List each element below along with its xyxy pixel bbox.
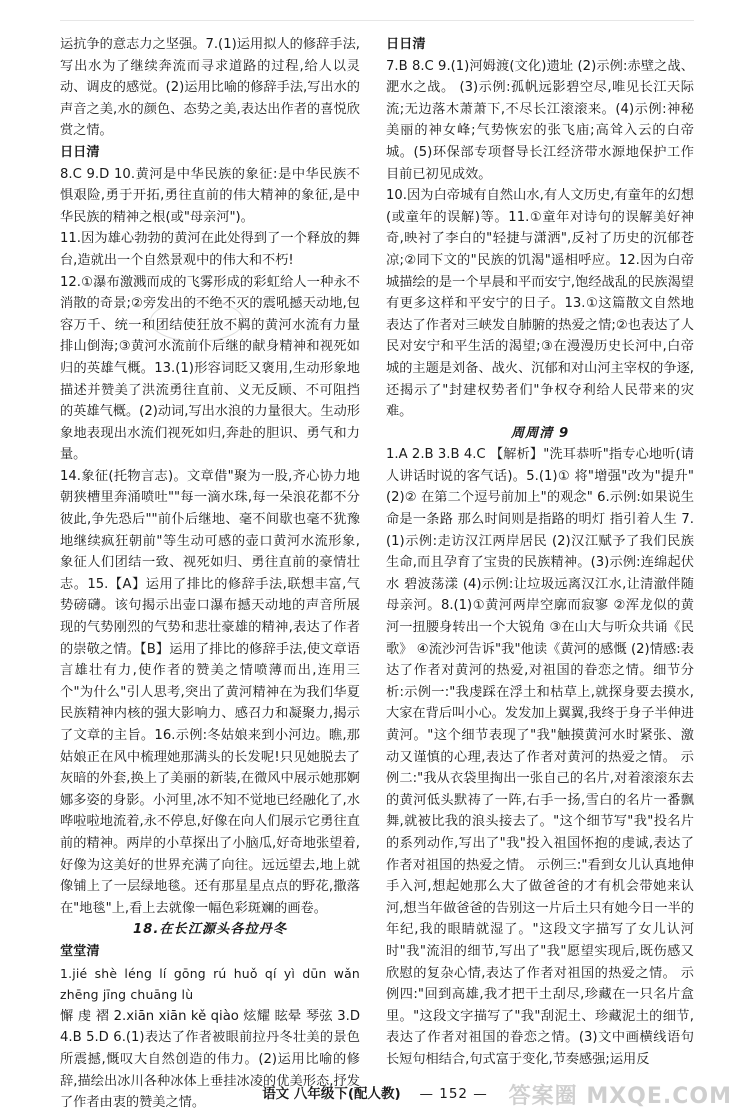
- answer-paragraph: 懈 虔 褶 2.xiān xiān kě qiào 炫耀 眩晕 琴弦 3.D 4.B 5.D 6.(1)表达了作者被眼前拉丹冬壮美的景色所震撼,慨叹大自然创造的伟力。(2)运用比喻的修辞,描绘出冰川各种冰体上垂挂冰凌的优美形态,抒发了作者由衷的赞美之情。: [60, 1008, 360, 1111]
- top-rule: [60, 20, 694, 21]
- pinyin-answers: 1.jié shè léng lí gōng rú huǒ qí yì dūn wǎn zhēng jīng chuāng lù: [60, 965, 360, 1003]
- section-heading: 日日清: [60, 144, 100, 160]
- answer-paragraph: 10.因为白帝城有自然山水,有人文历史,有童年的幻想(或童年的误解)等。11.①童年对诗句的误解美好神奇,映衬了李白的"轻捷与潇洒",反衬了历史的沉郁苍凉;②同下文的"民族的饥渴"遥相呼应。12.因为白帝城描绘的是一个早晨和平而安宁,饱经战乱的民族渴望有更多这样和平安宁的日子。13.①这篇散文自然地表达了作者对三峡发自肺腑的热爱之情;②也表达了人民对安宁和平生活的渴望;③在漫漫历史长河中,白帝城的主题是刘备、战火、沉郁和对山河主宰权的争逐,还揭示了"封建权势者们"争权夺利给人民带来的灾难。: [386, 188, 694, 420]
- answer-paragraph: 11.因为雄心勃勃的黄河在此处得到了一个释放的舞台,造就出一个自然景观中的伟大和不朽!: [60, 231, 360, 268]
- section-heading: 堂堂清: [60, 943, 100, 959]
- page-number-value: 152: [439, 1086, 469, 1102]
- answer-paragraph: 运抗争的意志力之坚强。7.(1)运用拟人的修辞手法,写出水为了继续奔流而寻求道路的过程,给人以灵动、调皮的感觉。(2)运用比喻的修辞手法,写出水的声音之美,水的颜色、态势之美,表达出作者的喜悦欣赏之情。: [60, 37, 360, 139]
- answer-paragraph: 1.A 2.B 3.B 4.C 【解析】"洗耳恭听"指专心地听(请人讲话时说的客气话)。5.(1)① 将"增强"改为"提升" (2)② 在第二个逗号前加上"的观念" 6.示例:如果说生命是一条路 那么时间则是指路的明灯 指引着人生 7.(1)示例:走访汉江两岸居民 (2)汉江赋予了我们民族生命,而且孕育了宝贵的民族精神。(3)示例:连绵起伏 水 碧波荡漾 (4)示例:让垃圾远离汉江水,让清澈伴随母亲河。8.(1)①黄河两岸空廓而寂寥 ②浑龙似的黄河一扭腰身转出一个大锐角 ③在山大与听众共诵《民歌》 ④流沙河告诉"我"他读《黄河的感慨 (2)情感:表达了作者对黄河的热爱,对祖国的眷恋之情。细节分析:示例一:"我虔踩在浮土和枯草上,就探身要去摸水,大家在背后叫小心。发发加上翼翼,我终于身子半伸进黄河。"这个细节表现了"我"触摸黄河水时紧张、激动又谨慎的心理,表达了作者对黄河的热爱之情。 示例二:"我从衣袋里掏出一张自己的名片,对着滚滚东去的黄河低头默祷了一阵,右手一扬,雪白的名片一番飘舞,就被比我的浪头接去了。"这个细节写"我"投名片的系列动作,写出了"我"投入祖国怀抱的虔诚,表达了作者对祖国的热爱之情。 示例三:"看到女儿认真地伸手入河,想起她那么大了做爸爸的才有机会带她来认河,想当年做爸爸的告别这一片后土只有她今日一半的年纪,我的眼睛就湿了。"这段文字描写了女儿认河时"我"流泪的细节,写出了"我"愿望实现后,既伤感又欣慰的复杂心情,表达了作者对祖国的热爱之情。 示例四:"回到高雄,我才把干土刮尽,珍藏在一只名片盒里。"这段文字描写了"我"刮泥土、珍藏泥土的细节,表达了作者对祖国的眷恋之情。(3)文中画横线语句长短句相结合,句式富于变化,节奏感强;运用反: [386, 447, 694, 1067]
- left-column: [60, 34, 360, 1114]
- footer-subject: 语文 八年级下(配人教): [262, 1086, 401, 1102]
- section-heading: 日日清: [386, 37, 426, 52]
- ink-stamp-mark: [150, 300, 244, 342]
- page-number: — 152 —: [419, 1086, 488, 1102]
- answer-paragraph: 7.B 8.C 9.(1)河姆渡(文化)遗址 (2)示例:赤壁之战、淝水之战。 (3)示例:孤帆远影碧空尽,唯见长江天际流;无边落木萧萧下,不尽长江滚滚来。(4)示例:神秘美丽的神女峰;气势恢宏的张飞庙;高耸入云的白帝城。(5)环保部专项督导长江经济带水源地保护工作目前已初见成效。: [386, 58, 694, 182]
- chapter-title: 周周清 9: [510, 425, 570, 441]
- answer-paragraph: 12.①瀑布激溅而成的飞雾形成的彩虹给人一种永不消散的奇景;②旁发出的不绝不灭的震吼撼天动地,包容万千、统一和团结使狂放不羁的黄河水流有力量排山倒海;③黄河水流前仆后继的献身精神和视死如归的英雄气概。13.(1)形容词眨又褒用,生动形象地描述并赞美了洪流勇往直前、义无反顾、不可阻挡的英雄气概。(2)动词,写出水浪的力量很大。生动形象地表现出水流们视死如归,奔赴的胆识、勇气和力量。: [60, 274, 360, 463]
- chapter-title: 18.在长江源头各拉丹冬: [132, 922, 288, 938]
- watermark-logo: 答案圈 MXQE.COM: [508, 1084, 732, 1109]
- answer-paragraph: 8.C 9.D 10.黄河是中华民族的象征:是中华民族不惧艰险,勇于开拓,勇往直前的伟大精神的象征,是中华民族的精神之根(或"母亲河")。: [60, 166, 360, 225]
- right-column: [386, 34, 694, 1071]
- answer-paragraph: 14.象征(托物言志)。文章借"聚为一股,齐心协力地朝狭槽里奔涌喷吐""每一滴水珠,每一朵浪花都不分彼此,争先恐后""前仆后继地、毫不间歇也毫不犹豫地继续疯狂朝前"等生动可感的壶口黄河水流形象,象征人们团结一致、视死如归、勇往直前的豪情壮志。15.【A】运用了排比的修辞手法,联想丰富,气势磅礴。该句揭示出壶口瀑布撼天动地的声音所展现的气势刚烈的气势和悲壮豪雄的精神,表达了作者的崇敬之情。【B】运用了排比的修辞手法,使文章语言雄壮有力,使作者的赞美之情喷薄而出,连用三个"为什么"引人思考,突出了黄河精神在为我们华夏民族精神内核的强大影响力、感召力和凝聚力,揭示了文章的主旨。16.示例:冬姑娘来到小河边。瞧,那姑娘正在风中梳理她那满头的长发呢!只见她脱去了灰暗的外套,换上了美丽的新装,在微风中展示她那婀娜多姿的身影。小河里,冰不知不觉地已经融化了,水哗啦啦地流着,永不停息,好像在向人们展示它勇往直前的精神。两岸的小草探出了小脑瓜,好奇地张望着,好像为这美好的世界充满了向往。远远望去,地上就像铺上了一层绿地毯。还有那星星点点的野花,撒落在"地毯"上,看上去就像一幅色彩斑斓的画卷。: [60, 468, 360, 916]
